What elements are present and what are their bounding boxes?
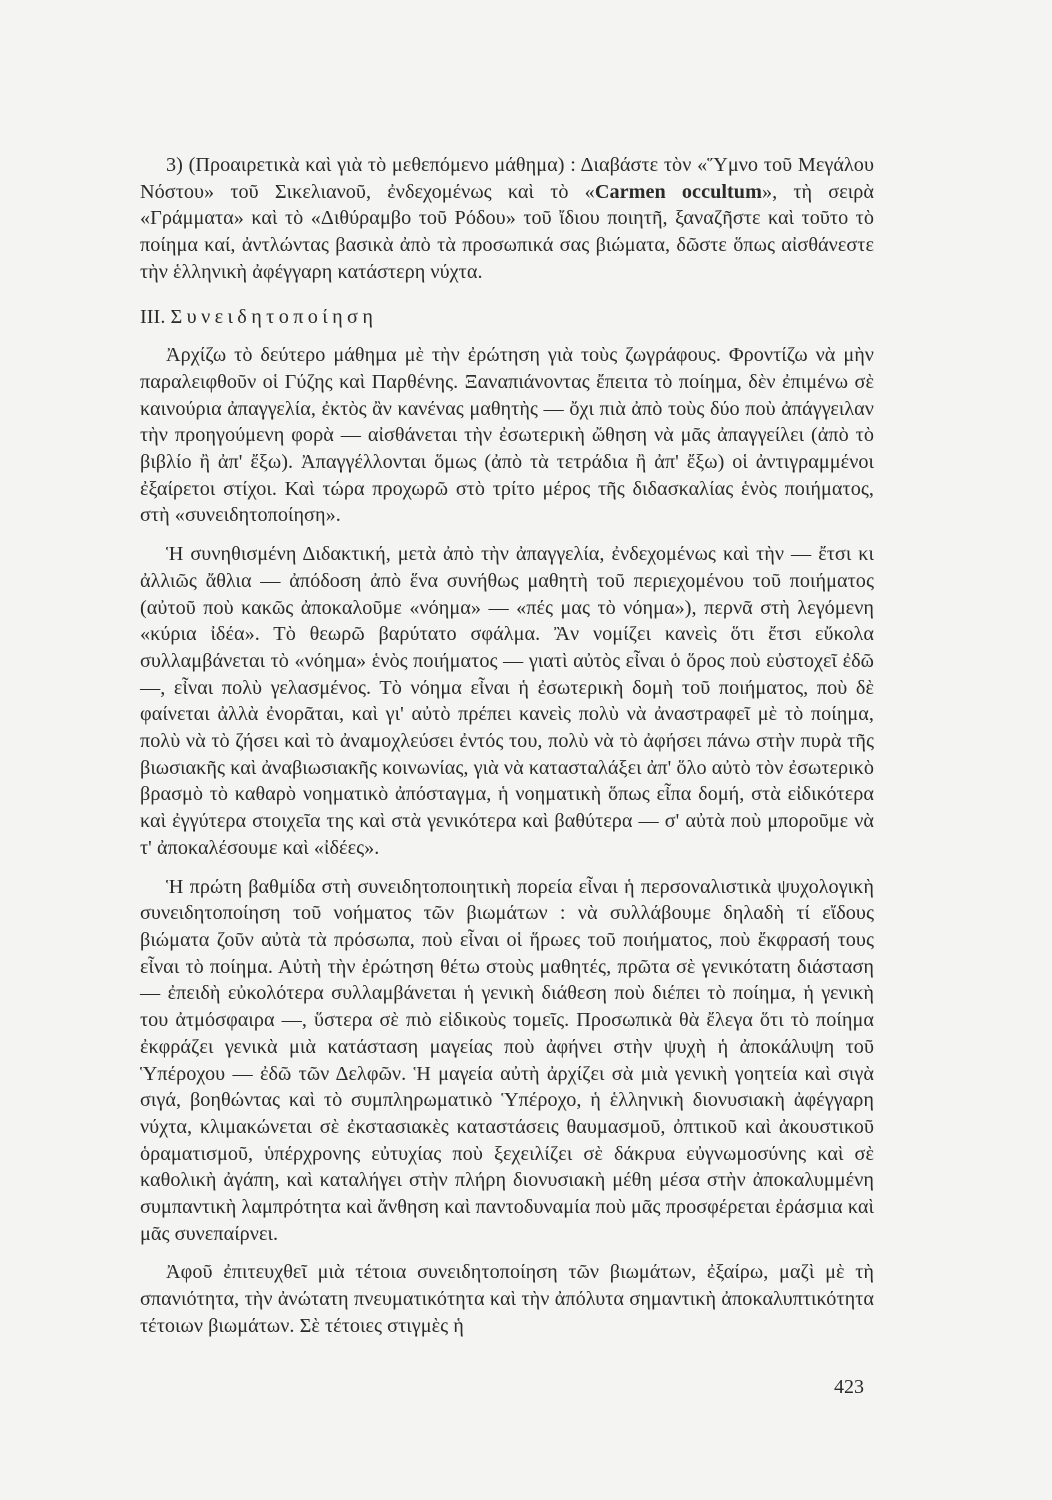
paragraph: Ἡ πρώτη βαθμίδα στὴ συνειδητοποιητικὴ πορεία εἶναι ἡ περσοναλιστικὰ ψυχολογικὴ συνειδητοποίηση τοῦ νοήματος τῶν βιωμάτων : νὰ συλλάβουμε δηλαδὴ τί εἴδους βιώματα ζοῦν αὐτὰ τὰ πρόσωπα, ποὺ εἶναι οἱ ἥρωες τοῦ ποιήματος, ποὺ ἔκφρασή τους εἶναι τὸ ποίημα. Αὐτὴ τὴν ἐρώτηση θέτω στοὺς μαθητές, πρῶτα σὲ γενικότατη διάσταση — ἐπειδὴ εὐκολότερα συλλαμβάνεται ἡ γενικὴ διάθεση ποὺ διέπει τὸ ποίημα, ἡ γενικὴ του ἀτμόσφαιρα —, ὕστερα σὲ πιὸ εἰδικοὺς τομεῖς. Προσωπικὰ θὰ ἔλεγα ὅτι τὸ ποίημα ἐκφράζει γενικὰ μιὰ κατάσταση μαγείας ποὺ ἀφήνει στὴν ψυχὴ ἡ ἀποκάλυψη τοῦ Ὑπέροχου — ἐδῶ τῶν Δελφῶν. Ἡ μαγεία αὐτὴ ἀρχίζει σὰ μιὰ γενικὴ γοητεία καὶ σιγὰ σιγά, βοηθώντας καὶ τὸ συμπληρωματικὸ Ὑπέροχο, ἡ ἑλληνικὴ διονυσιακὴ ἀφέγγαρη νύχτα, κλιμακώνεται σὲ ἐκστασιακὲς καταστάσεις θαυμασμοῦ, ὀπτικοῦ καὶ ἀκουστικοῦ ὁραματισμοῦ, ὑπέρχρονης εὐτυχίας ποὺ ξεχειλίζει σὲ δάκρυα εὐγνωμοσύνης καὶ σὲ καθολικὴ ἀγάπη, καὶ καταλήγει στὴν πλήρη διονυσιακὴ μέθη μέσα στὴν ἀποκαλυμμένη συμπαντικὴ λαμπρότητα καὶ ἄνθηση καὶ παντοδυναμία ποὺ μᾶς προσφέρεται ἐράσμια καὶ μᾶς συνεπαίρνει. — [140, 875, 874, 1245]
bold-title-carmen-occultum: Carmen occultum — [594, 180, 762, 203]
paragraph-exercise-3 — [140, 152, 874, 286]
paragraph-text: », τὴ σειρὰ «Γράμματα» καὶ τὸ «Διθύραμβο τοῦ Ρόδου» τοῦ ἴδιου ποιητῆ, ξαναζῆστε καὶ τοῦτο τὸ ποίημα καί, ἀντλώντας βασικὰ ἀπὸ τὰ προσωπικά σας βιώματα, δῶστε ὅπως αἰσθάνεστε τὴν ἑλληνικὴ ἀφέγγαρη κατάστερη νύχτα. — [140, 180, 874, 283]
paragraph-text: 3) (Προαιρετικὰ καὶ γιὰ τὸ μεθεπόμενο μάθημα) : Διαβάστε τὸν «Ὕμνο τοῦ Μεγάλου Νόστου» τοῦ Σικελιανοῦ, ἐνδεχομένως καὶ τὸ « — [140, 154, 874, 203]
paragraph: Ἀφοῦ ἐπιτευχθεῖ μιὰ τέτοια συνειδητοποίηση τῶν βιωμάτων, ἐξαίρω, μαζὶ μὲ τὴ σπανιότητα, τὴν ἀνώτατη πνευματικότητα καὶ τὴν ἀπόλυτα σημαντικὴ ἀποκαλυπτικότητα τέτοιων βιωμάτων. Σὲ τέτοιες στιγμὲς ἡ — [140, 1261, 874, 1337]
section-heading — [140, 304, 874, 331]
section-number: III. — [140, 305, 166, 328]
page-number: 423 — [834, 1376, 864, 1398]
body-text — [140, 152, 874, 1340]
paragraph: Ἀρχίζω τὸ δεύτερο μάθημα μὲ τὴν ἐρώτηση γιὰ τοὺς ζωγράφους. Φροντίζω νὰ μὴν παραλειφθοῦν οἱ Γύζης καὶ Παρθένης. Ξαναπιάνοντας ἔπειτα τὸ ποίημα, δὲν ἐπιμένω σὲ καινούρια ἀπαγγελία, ἐκτὸς ἂν κανένας μαθητὴς — ὄχι πιὰ ἀπὸ τοὺς δύο ποὺ ἀπάγγειλαν τὴν προηγούμενη φορὰ — αἰσθάνεται τὴν ἐσωτερικὴ ὤθηση νὰ μᾶς ἀπαγγείλει (ἀπὸ τὸ βιβλίο ἢ ἀπ' ἔξω). Ἀπαγγέλλονται ὅμως (ἀπὸ τὰ τετράδια ἢ ἀπ' ἔξω) οἱ ἀντιγραμμένοι ἐξαίρετοι στίχοι. Καὶ τώρα προχωρῶ στὸ τρίτο μέρος τῆς διδασκαλίας ἑνὸς ποιήματος, στὴ «συνειδητοποίηση». — [140, 344, 874, 527]
section-title: Συνειδητοποίηση — [170, 305, 378, 328]
paragraph: Ἡ συνηθισμένη Διδακτική, μετὰ ἀπὸ τὴν ἀπαγγελία, ἐνδεχομένως καὶ τὴν — ἔτσι κι ἀλλιῶς ἄθλια — ἀπόδοση ἀπὸ ἕνα συνήθως μαθητὴ τοῦ περιεχομένου τοῦ ποιήματος (αὐτοῦ ποὺ κακῶς ἀποκαλοῦμε «νόημα» — «πές μας τὸ νόημα»), περνᾶ στὴ λεγόμενη «κύρια ἰδέα». Τὸ θεωρῶ βαρύτατο σφάλμα. Ἂν νομίζει κανεὶς ὅτι ἔτσι εὔκολα συλλαμβάνεται τὸ «νόημα» ἑνὸς ποιήματος — γιατὶ αὐτὸς εἶναι ὁ ὅρος ποὺ εὐστοχεῖ ἐδῶ —, εἶναι πολὺ γελασμένος. Τὸ νόημα εἶναι ἡ ἐσωτερικὴ δομὴ τοῦ ποιήματος, ποὺ δὲ φαίνεται ἀλλὰ ἐνορᾶται, καὶ γι' αὐτὸ πρέπει κανεὶς πολὺ νὰ ἀναστραφεῖ μὲ τὸ ποίημα, πολὺ νὰ τὸ ζήσει καὶ τὸ ἀναμοχλεύσει ἐντός του, πολὺ νὰ τὸ ἀφήσει πάνω στὴν πυρὰ τῆς βιωσιακῆς καὶ ἀναβιωσιακῆς κοινωνίας, γιὰ νὰ κατασταλάξει ἀπ' ὅλο αὐτὸ τὸν ἐσωτερικὸ βρασμὸ τὸ καθαρὸ νοηματικὸ ἀπόσταγμα, ἡ νοηματικὴ ὅπως εἶπα δομή, στὰ εἰδικότερα καὶ ἐγγύτερα στοιχεῖα της καὶ στὰ γενικότερα καὶ βαθύτερα — σ' αὐτὰ ποὺ μποροῦμε νὰ τ' ἀποκαλέσουμε καὶ «ἰδέες». — [140, 543, 874, 859]
